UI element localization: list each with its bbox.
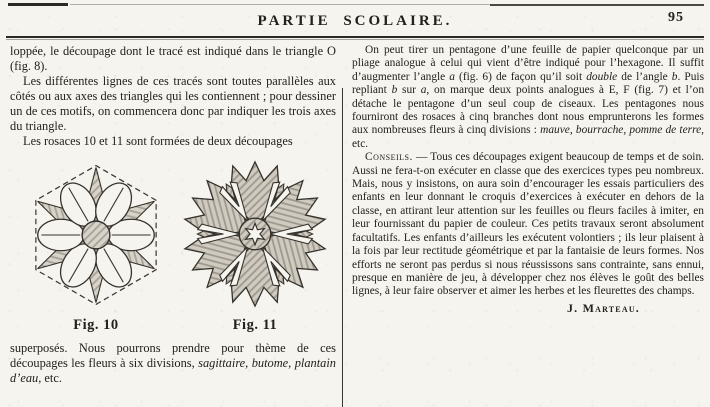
column-divider-rule [342,88,343,407]
text-run: . Puis repliant [352,70,704,97]
text-run: a [420,84,427,97]
header-rule-shadow [6,39,704,40]
fig10-caption: Fig. 10 [73,317,119,333]
text-run: sagittaire, butome, plantain d’eau, [10,356,337,385]
header-rule [6,36,704,38]
body-paragraph-2: Les différentes lignes de ces tracés sont toutes parallèles aux côtés ou aux axes des triangles qui les contiennent ; pour dessiner un de ces motifs, on commencera donc par indiquer les trois axes du triangle. [10,74,336,133]
body-paragraph-6 [352,151,704,298]
text-run: double [586,70,618,83]
text-run: de l’angle [617,70,672,83]
figure-10 [22,153,170,341]
author-signature: J. Marteau. [566,300,640,315]
text-run: — Tous ces découpages exigent beaucoup de temps et de soin. Aussi ne fera-t-on exécuter en classe que des exercices types peu nombreux. Mais, nous y insistons, on aura soin d’encourager les essais particuliers des enfants en leur donnant le croquis d’exercices à exécuter en dehors de la classe, en attirant leur attention sur les feuilles ou fleurs faciles à imiter, en leur fournissant du papier de couleur. Ces petits travaux seront absolument facultatifs. Les enfants d’ailleurs les exécutent volontiers ; ils leur plaisent à la fois par leur rectitude géométrique et par la fantaisie de leurs formes. Nos efforts ne seront pas perdus si nous réussissons sans contrainte, sans ennui, presque en manière de jeu, à développer chez nos élèves le goût des belles lignes, à leur faire observer et aimer les herbes et les fleurettes des champs. [352,151,704,298]
fig10-hexagon-rosette-drawing [22,153,170,317]
figure-11 [176,153,334,341]
text-run: b [391,84,398,97]
page-number: 95 [668,10,684,25]
text-run: (fig. 6) de façon qu’il soit [455,70,587,83]
top-edge-rule [70,4,490,5]
left-column [10,44,336,386]
text-run: sur [397,84,421,97]
body-paragraph-4 [10,341,336,386]
right-column [352,44,704,315]
text-run: a [449,70,455,83]
text-run: mauve, bourrache, pomme de terre, [540,124,704,137]
text-run: superposés. Nous pourrons prendre pour thème de ces découpages les fleurs à six divisions, [10,341,336,370]
figures-row [10,149,336,341]
text-run: On peut tirer un pentagone d’une feuille de papier quelconque par un pliage analogue à celui qui vient d’être indiqué pour l’hexagone. Il suffit d’augmenter l’angle [352,44,704,83]
top-edge-rule [8,3,68,6]
text-run: b [671,70,678,83]
fig11-serrated-rosette-drawing [176,153,334,317]
running-header [0,9,710,33]
text-run: , on marque deux points analogues à E, F (fig. 7) et l’on détache le pentagone d’un seul coup de ciseaux. Les pentagones nous fourniront des rosaces à cinq branches dont nous emprunterons les formes aux nombreuses fleurs à cinq divisions : [352,84,705,137]
text-columns [0,44,710,407]
text-run: etc. [352,137,369,150]
body-paragraph-5 [352,44,704,151]
body-paragraph-3: Les rosaces 10 et 11 sont formées de deux découpages [23,134,293,148]
text-run: etc. [41,371,62,385]
text-run: Conseils. [365,151,413,164]
fig11-caption: Fig. 11 [232,317,278,333]
page-title: PARTIE SCOLAIRE. [257,12,453,29]
top-edge-rule [490,4,704,6]
body-paragraph-1: loppée, le découpage dont le tracé est indiqué dans le triangle O (fig. 8). [10,44,336,73]
